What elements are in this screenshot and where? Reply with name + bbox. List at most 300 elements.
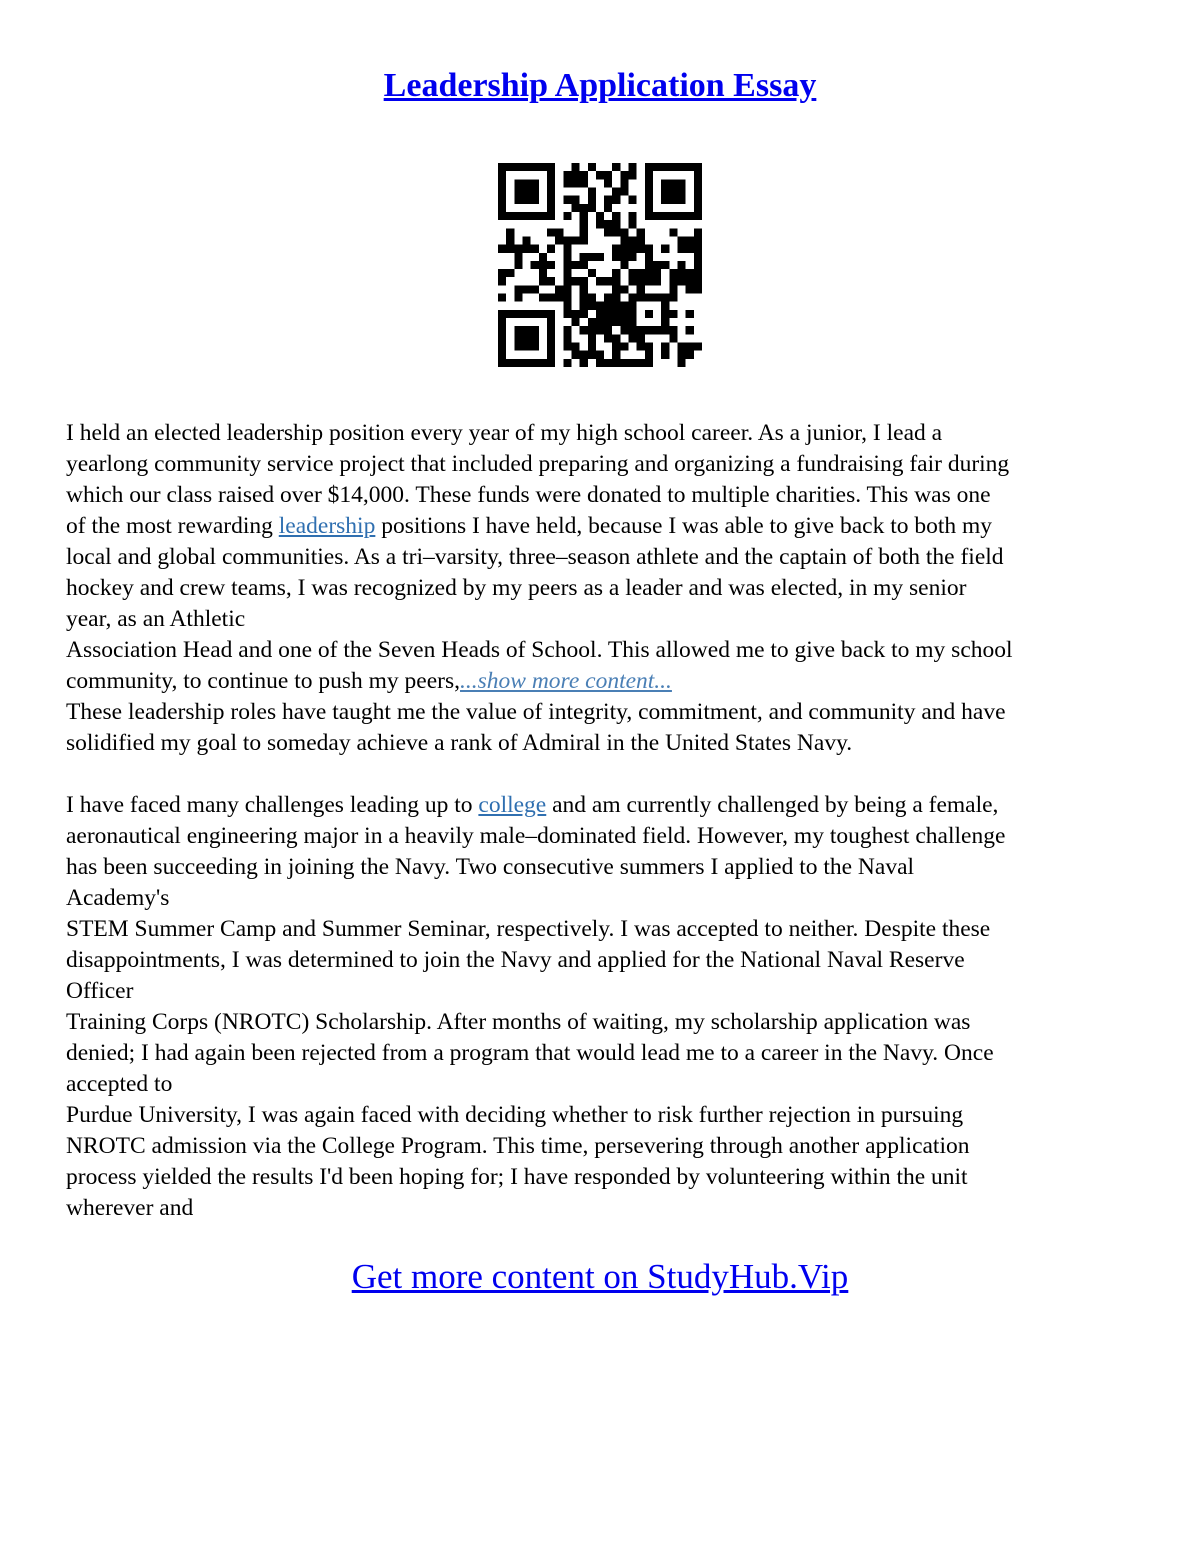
qr-module — [678, 196, 686, 204]
qr-module — [580, 220, 588, 228]
qr-module — [645, 245, 653, 253]
qr-module — [620, 187, 628, 195]
text-line: aeronautical engineering major in a heavily male–dominated field. However, my toughest challenge — [66, 823, 1006, 849]
qr-module — [580, 253, 588, 261]
qr-module — [620, 318, 628, 326]
qr-module — [645, 204, 653, 212]
qr-module — [653, 277, 661, 285]
text-line: Purdue University, I was again faced with deciding whether to risk further rejection in pursuing — [66, 1102, 964, 1128]
qr-module — [669, 326, 677, 334]
qr-module — [661, 245, 669, 253]
qr-module — [571, 351, 579, 359]
qr-module — [514, 179, 522, 187]
qr-module — [547, 212, 555, 220]
text-line: local and global communities. As a tri–varsity, three–season athlete and the captain of both the field — [66, 544, 1004, 570]
qr-module — [604, 277, 612, 285]
text-line: Officer — [66, 978, 134, 1004]
qr-module — [555, 294, 563, 302]
qr-module — [637, 269, 645, 277]
qr-module — [580, 179, 588, 187]
text-line: hockey and crew teams, I was recognized by my peers as a leader and was elected, in my senior — [66, 575, 967, 601]
text-line: Training Corps (NROTC) Scholarship. After months of waiting, my scholarship application was — [66, 1009, 971, 1035]
qr-module — [678, 212, 686, 220]
qr-module — [563, 343, 571, 351]
qr-module — [669, 277, 677, 285]
qr-module — [678, 269, 686, 277]
qr-module — [563, 212, 571, 220]
qr-module — [571, 171, 579, 179]
qr-module — [498, 171, 506, 179]
document-title — [0, 62, 1200, 110]
qr-module — [604, 220, 612, 228]
qr-module — [629, 277, 637, 285]
qr-module — [580, 236, 588, 244]
qr-module — [531, 245, 539, 253]
qr-module — [563, 277, 571, 285]
qr-module — [498, 163, 506, 171]
qr-module — [612, 212, 620, 220]
qr-module — [669, 294, 677, 302]
qr-module — [612, 245, 620, 253]
qr-module — [514, 334, 522, 342]
qr-module — [637, 359, 645, 367]
qr-module — [661, 318, 669, 326]
qr-module — [604, 204, 612, 212]
qr-module — [514, 212, 522, 220]
qr-module — [580, 228, 588, 236]
qr-module — [539, 359, 547, 367]
qr-module — [629, 302, 637, 310]
qr-module — [547, 163, 555, 171]
qr-module — [596, 277, 604, 285]
qr-module — [498, 187, 506, 195]
qr-module — [539, 253, 547, 261]
qr-module — [612, 220, 620, 228]
qr-module — [678, 187, 686, 195]
qr-module — [596, 302, 604, 310]
qr-module — [694, 196, 702, 204]
qr-module — [637, 245, 645, 253]
qr-module — [629, 163, 637, 171]
qr-module — [539, 269, 547, 277]
text-line: Association Head and one of the Seven Heads of School. This allowed me to give back to my school — [66, 637, 1013, 663]
qr-module — [588, 334, 596, 342]
qr-module — [612, 302, 620, 310]
qr-module — [686, 236, 694, 244]
qr-module — [694, 204, 702, 212]
qr-module — [629, 294, 637, 302]
qr-module — [678, 245, 686, 253]
qr-module — [686, 212, 694, 220]
qr-module — [694, 343, 702, 351]
qr-module — [580, 302, 588, 310]
qr-module — [629, 236, 637, 244]
qr-module — [580, 310, 588, 318]
qr-module — [498, 359, 506, 367]
show-more-content-link[interactable]: ...show more content... — [460, 668, 672, 694]
qr-module — [596, 310, 604, 318]
qr-module — [498, 245, 506, 253]
qr-module — [498, 318, 506, 326]
text-line: denied; I had again been rejected from a program that would lead me to a career in the Navy. Once — [66, 1040, 994, 1066]
qr-module — [588, 253, 596, 261]
qr-module — [498, 179, 506, 187]
qr-module — [612, 359, 620, 367]
text-line: yearlong community service project that included preparing and organizing a fundraising fair during — [66, 451, 1010, 477]
qr-module — [645, 261, 653, 269]
qr-module — [645, 277, 653, 285]
qr-module — [678, 236, 686, 244]
qr-module — [506, 212, 514, 220]
qr-module — [580, 277, 588, 285]
qr-module — [669, 212, 677, 220]
qr-module — [694, 228, 702, 236]
qr-module — [514, 359, 522, 367]
qr-module — [547, 277, 555, 285]
qr-module — [694, 212, 702, 220]
paragraph-spacer — [66, 759, 1146, 790]
qr-module — [604, 302, 612, 310]
qr-module — [506, 228, 514, 236]
text-line: year, as an Athletic — [66, 606, 246, 632]
qr-module — [580, 326, 588, 334]
qr-module — [604, 359, 612, 367]
qr-module — [604, 310, 612, 318]
qr-module — [661, 343, 669, 351]
qr-module — [580, 359, 588, 367]
qr-module — [661, 212, 669, 220]
qr-module — [588, 351, 596, 359]
qr-module — [604, 318, 612, 326]
qr-module — [531, 334, 539, 342]
qr-module — [531, 285, 539, 293]
qr-module — [547, 261, 555, 269]
qr-module — [678, 359, 686, 367]
qr-module — [571, 343, 579, 351]
qr-module — [547, 245, 555, 253]
qr-module — [612, 310, 620, 318]
qr-module — [588, 302, 596, 310]
essay-body — [66, 418, 1146, 1224]
text-segment: positions I have held, because I was able to give back to both my — [375, 513, 993, 539]
qr-module — [522, 163, 530, 171]
text-segment: I have faced many challenges leading up to — [66, 792, 479, 818]
qr-module — [612, 334, 620, 342]
qr-module — [588, 196, 596, 204]
qr-module — [612, 163, 620, 171]
qr-module — [563, 171, 571, 179]
text-line: process yielded the results I'd been hoping for; I have responded by volunteering within the unit — [66, 1164, 968, 1190]
qr-module — [629, 318, 637, 326]
qr-module — [498, 196, 506, 204]
qr-module — [678, 261, 686, 269]
text-segment: of the most rewarding — [66, 513, 279, 539]
qr-module — [637, 236, 645, 244]
qr-module — [506, 236, 514, 244]
qr-module — [571, 310, 579, 318]
qr-module — [522, 285, 530, 293]
qr-module — [686, 245, 694, 253]
qr-module — [637, 294, 645, 302]
qr-module — [498, 204, 506, 212]
qr-module — [522, 326, 530, 334]
qr-module — [571, 277, 579, 285]
qr-module — [514, 285, 522, 293]
qr-module — [629, 245, 637, 253]
qr-module — [661, 302, 669, 310]
qr-module — [563, 253, 571, 261]
qr-module — [653, 294, 661, 302]
qr-module — [563, 334, 571, 342]
qr-module — [571, 261, 579, 269]
qr-module — [620, 343, 628, 351]
qr-module — [514, 343, 522, 351]
text-line: solidified my goal to someday achieve a rank of Admiral in the United States Navy. — [66, 730, 853, 756]
qr-module — [531, 326, 539, 334]
qr-module — [629, 196, 637, 204]
qr-module — [612, 277, 620, 285]
qr-module — [498, 212, 506, 220]
qr-module — [506, 245, 514, 253]
qr-module — [531, 179, 539, 187]
qr-module — [539, 294, 547, 302]
qr-module — [629, 326, 637, 334]
qr-module — [694, 277, 702, 285]
qr-module — [555, 236, 563, 244]
text-segment: and am currently challenged by being a female, — [546, 792, 999, 818]
qr-module — [596, 212, 604, 220]
qr-module — [498, 351, 506, 359]
qr-module — [661, 179, 669, 187]
qr-module — [604, 196, 612, 204]
qr-module — [694, 236, 702, 244]
qr-module — [694, 179, 702, 187]
qr-module — [604, 326, 612, 334]
qr-module — [612, 285, 620, 293]
qr-module — [547, 294, 555, 302]
qr-module — [563, 261, 571, 269]
qr-module — [514, 187, 522, 195]
qr-module — [661, 261, 669, 269]
qr-module — [620, 326, 628, 334]
qr-module — [653, 269, 661, 277]
qr-module — [620, 302, 628, 310]
title-link[interactable]: Leadership Application Essay — [383, 67, 817, 104]
text-line: Academy's — [66, 885, 170, 911]
qr-module — [612, 228, 620, 236]
qr-module — [637, 285, 645, 293]
qr-module — [653, 163, 661, 171]
text-line: accepted to — [66, 1071, 173, 1097]
qr-module — [522, 179, 530, 187]
qr-module — [539, 310, 547, 318]
qr-module — [571, 204, 579, 212]
qr-module — [645, 294, 653, 302]
qr-module — [620, 359, 628, 367]
qr-module — [604, 334, 612, 342]
qr-module — [539, 212, 547, 220]
qr-module — [678, 163, 686, 171]
qr-module — [661, 196, 669, 204]
qr-module — [686, 269, 694, 277]
qr-module — [531, 163, 539, 171]
paragraph-2 — [66, 790, 1146, 1224]
qr-module — [620, 285, 628, 293]
leadership-link[interactable]: leadership — [278, 513, 376, 539]
qr-module — [580, 285, 588, 293]
qr-module — [547, 171, 555, 179]
qr-module — [547, 310, 555, 318]
qr-module — [678, 343, 686, 351]
qr-module — [522, 343, 530, 351]
qr-module — [620, 171, 628, 179]
qr-module — [645, 187, 653, 195]
qr-module — [563, 310, 571, 318]
qr-module — [580, 294, 588, 302]
qr-module — [653, 261, 661, 269]
qr-module — [514, 245, 522, 253]
qr-module — [588, 318, 596, 326]
qr-module — [522, 236, 530, 244]
qr-module — [604, 171, 612, 179]
qr-module — [498, 269, 506, 277]
qr-module — [637, 343, 645, 351]
qr-module — [571, 236, 579, 244]
text-line: NROTC admission via the College Program. This time, persevering through another application — [66, 1133, 970, 1159]
text-line: I held an elected leadership position every year of my high school career. As a junior, I lead a — [66, 420, 943, 446]
text-line: which our class raised over $14,000. These funds were donated to multiple charities. This was one — [66, 482, 991, 508]
text-line: has been succeeding in joining the Navy. Two consecutive summers I applied to the Naval — [66, 854, 915, 880]
qr-module — [555, 285, 563, 293]
qr-module — [669, 334, 677, 342]
qr-module — [612, 187, 620, 195]
qr-module — [629, 220, 637, 228]
qr-module — [637, 228, 645, 236]
qr-module — [694, 269, 702, 277]
qr-module — [531, 212, 539, 220]
qr-module — [506, 269, 514, 277]
qr-module — [588, 204, 596, 212]
qr-module — [645, 179, 653, 187]
qr-module — [686, 351, 694, 359]
qr-module — [571, 179, 579, 187]
qr-module — [686, 343, 694, 351]
qr-module — [686, 326, 694, 334]
qr-module — [596, 318, 604, 326]
qr-module — [645, 171, 653, 179]
college-link[interactable]: college — [478, 792, 547, 818]
qr-module — [522, 212, 530, 220]
qr-module — [588, 187, 596, 195]
qr-module — [531, 359, 539, 367]
qr-module — [612, 294, 620, 302]
qr-module — [563, 269, 571, 277]
qr-module — [588, 269, 596, 277]
qr-module — [612, 253, 620, 261]
qr-module — [547, 351, 555, 359]
qr-module — [669, 179, 677, 187]
qr-module — [563, 285, 571, 293]
qr-module — [694, 261, 702, 269]
qr-module — [588, 343, 596, 351]
qr-module — [612, 351, 620, 359]
qr-module — [522, 334, 530, 342]
qr-module — [547, 204, 555, 212]
qr-module — [522, 310, 530, 318]
qr-module — [539, 277, 547, 285]
qr-module — [580, 204, 588, 212]
qr-module — [645, 253, 653, 261]
qr-module — [686, 163, 694, 171]
qr-module — [645, 359, 653, 367]
studyhub-link[interactable]: Get more content on StudyHub.Vip — [351, 1257, 849, 1296]
qr-module — [563, 294, 571, 302]
qr-module — [629, 171, 637, 179]
qr-module — [612, 343, 620, 351]
qr-module — [522, 187, 530, 195]
qr-module — [547, 334, 555, 342]
qr-module — [547, 318, 555, 326]
qr-module — [645, 351, 653, 359]
qr-module — [596, 253, 604, 261]
qr-module — [694, 245, 702, 253]
qr-module — [596, 326, 604, 334]
qr-module — [547, 187, 555, 195]
qr-module — [604, 228, 612, 236]
qr-module — [547, 326, 555, 334]
qr-module — [571, 318, 579, 326]
qr-module — [547, 359, 555, 367]
qr-module — [563, 302, 571, 310]
qr-module — [669, 285, 677, 293]
qr-module — [620, 236, 628, 244]
qr-module — [629, 359, 637, 367]
qr-module — [678, 179, 686, 187]
qr-module — [522, 196, 530, 204]
qr-module — [588, 163, 596, 171]
qr-module — [694, 285, 702, 293]
text-line: STEM Summer Camp and Summer Seminar, respectively. I was accepted to neither. Despite these — [66, 916, 991, 942]
qr-module — [531, 196, 539, 204]
qr-module — [637, 277, 645, 285]
qr-module — [645, 163, 653, 171]
qr-module — [629, 334, 637, 342]
qr-module — [580, 212, 588, 220]
text-line: These leadership roles have taught me the value of integrity, commitment, and community and have — [66, 699, 1006, 725]
qr-module — [588, 294, 596, 302]
qr-module — [571, 163, 579, 171]
qr-module — [612, 269, 620, 277]
qr-module — [547, 196, 555, 204]
qr-module — [514, 326, 522, 334]
qr-code-icon — [498, 163, 702, 367]
qr-module — [661, 351, 669, 359]
qr-module — [498, 343, 506, 351]
qr-module — [539, 163, 547, 171]
qr-module — [580, 171, 588, 179]
qr-module — [637, 326, 645, 334]
qr-module — [498, 277, 506, 285]
qr-module — [694, 187, 702, 195]
qr-module — [694, 171, 702, 179]
qr-module — [678, 351, 686, 359]
qr-module — [547, 179, 555, 187]
qr-module — [669, 228, 677, 236]
qr-module — [669, 269, 677, 277]
qr-module — [563, 196, 571, 204]
qr-module — [620, 253, 628, 261]
qr-module — [661, 310, 669, 318]
